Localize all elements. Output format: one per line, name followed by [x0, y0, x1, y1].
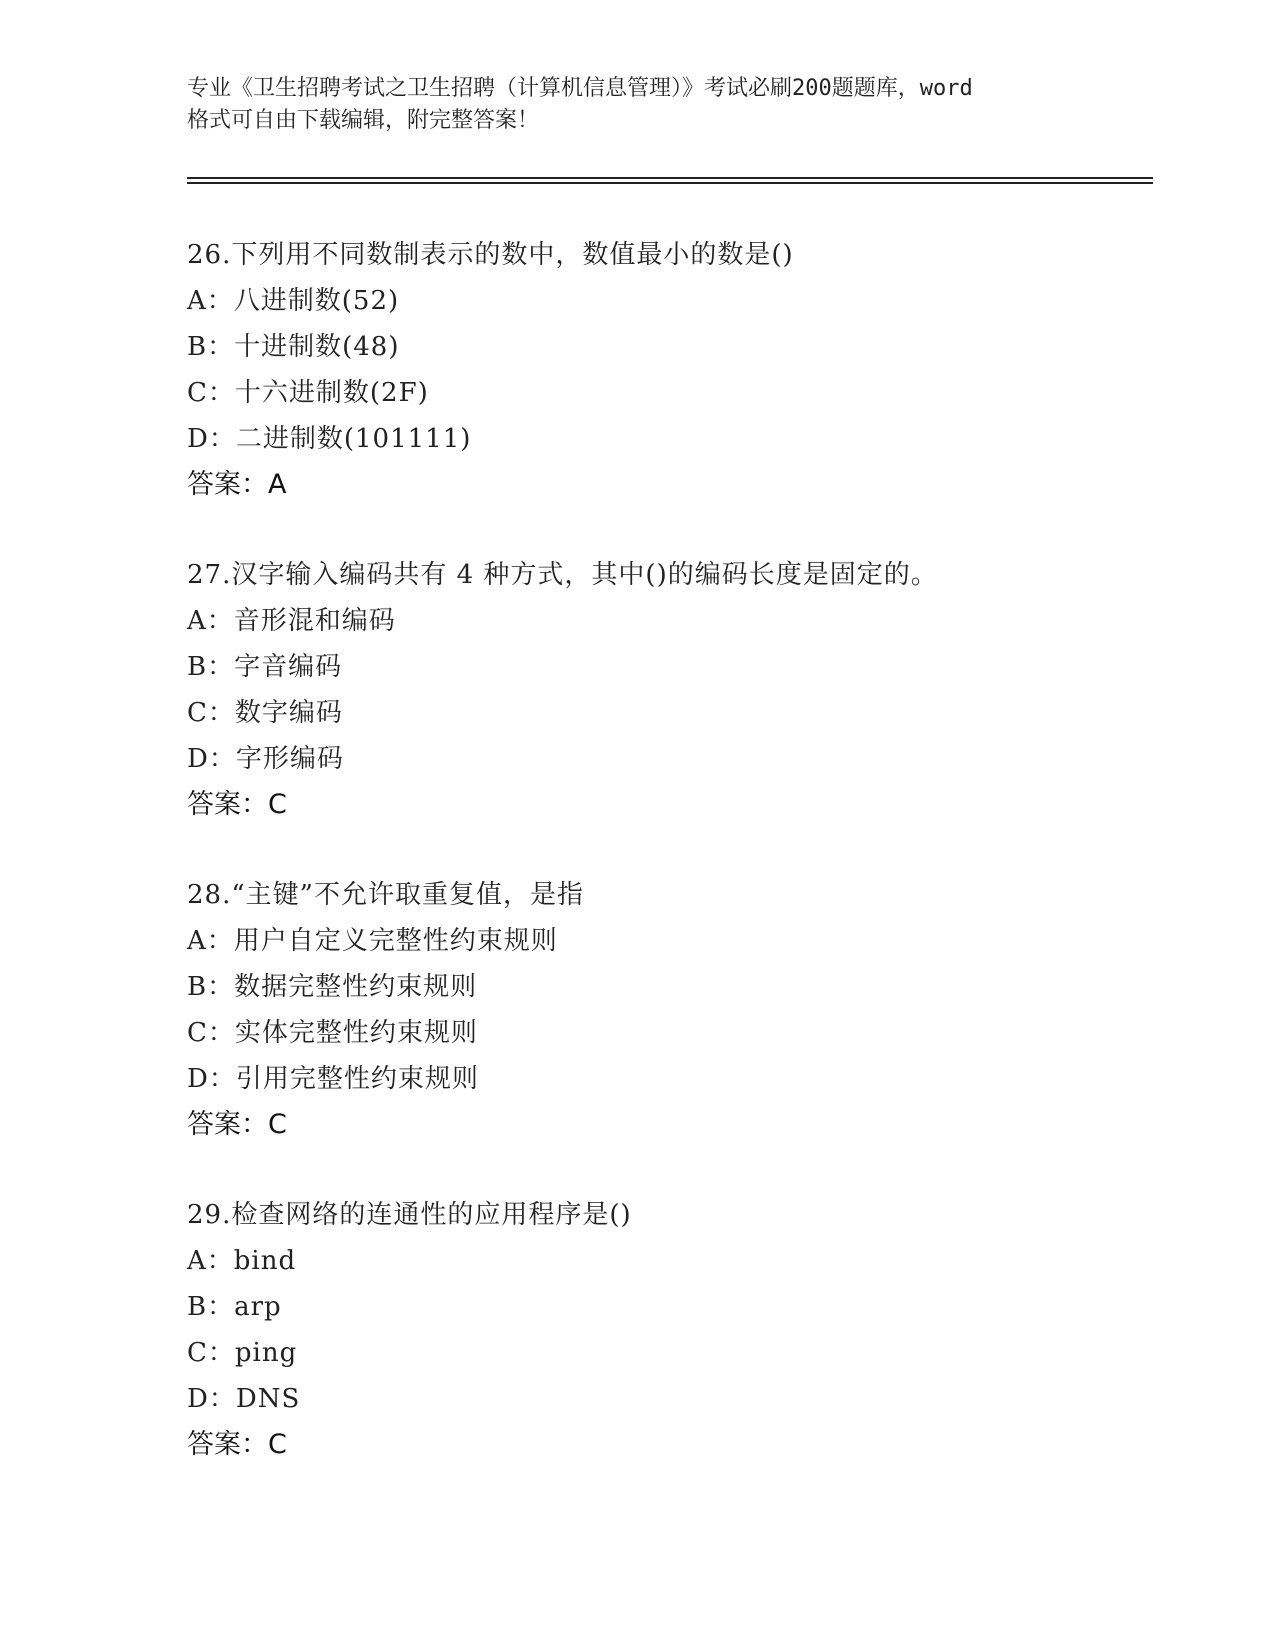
option-a: A：用户自定义完整性约束规则	[187, 926, 558, 956]
question-28	[187, 872, 1147, 1148]
option-d: D：引用完整性约束规则	[187, 1064, 479, 1094]
question-number: 26.	[187, 240, 232, 270]
question-27	[187, 552, 1147, 828]
option-c: C：实体完整性约束规则	[187, 1018, 478, 1048]
option-c: C：ping	[187, 1338, 298, 1368]
question-number: 27.	[187, 560, 232, 590]
option-d: D：字形编码	[187, 744, 344, 774]
answer: 答案：C	[187, 1429, 287, 1460]
question-text	[187, 552, 1147, 598]
answer: 答案：C	[187, 1109, 287, 1140]
option-a: A：bind	[187, 1246, 297, 1276]
question-number: 28.	[187, 880, 232, 910]
header-divider-top	[187, 177, 1153, 179]
question-26	[187, 232, 1147, 508]
answer: 答案：C	[187, 789, 287, 820]
option-d: D：二进制数(101111)	[187, 424, 472, 454]
question-stem: “主键”不允许取重复值，是指	[231, 880, 584, 910]
question-stem: 下列用不同数制表示的数中，数值最小的数是()	[231, 240, 794, 270]
option-b: B：十进制数(48)	[187, 332, 400, 362]
header-line-2: 格式可自由下载编辑，附完整答案！	[187, 108, 540, 133]
question-29	[187, 1192, 1147, 1468]
document-header	[187, 73, 1087, 137]
option-a: A：音形混和编码	[187, 606, 396, 636]
question-text	[187, 872, 1147, 918]
option-b: B：字音编码	[187, 652, 343, 682]
option-c: C：数字编码	[187, 698, 343, 728]
question-number: 29.	[187, 1200, 232, 1230]
option-b: B：arp	[187, 1292, 282, 1322]
question-text	[187, 1192, 1147, 1238]
option-d: D：DNS	[187, 1384, 301, 1414]
question-stem: 汉字输入编码共有 4 种方式，其中()的编码长度是固定的。	[231, 560, 938, 590]
option-c: C：十六进制数(2F)	[187, 378, 429, 408]
question-text	[187, 232, 1147, 278]
option-a: A：八进制数(52)	[187, 286, 400, 316]
answer: 答案：A	[187, 469, 287, 500]
option-b: B：数据完整性约束规则	[187, 972, 478, 1002]
question-stem: 检查网络的连通性的应用程序是()	[231, 1200, 632, 1230]
header-divider-bottom	[187, 182, 1153, 184]
header-line-1: 专业《卫生招聘考试之卫生招聘（计算机信息管理）》考试必刷200题题库，word	[187, 76, 973, 101]
